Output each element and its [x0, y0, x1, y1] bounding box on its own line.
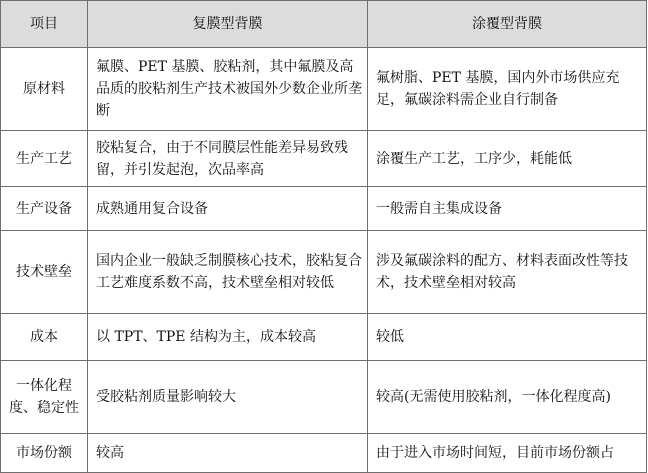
table-row	[1, 48, 647, 131]
laminated-cell: 较高	[88, 434, 368, 473]
coated-cell: 涂覆生产工艺，工序少，耗能低	[368, 131, 647, 187]
coated-cell: 氟树脂、PET 基膜，国内外市场供应充足，氟碳涂料需企业自行制备	[368, 48, 647, 131]
table-header-row	[1, 1, 647, 48]
table-row	[1, 231, 647, 314]
laminated-cell: 国内企业一般缺乏制膜核心技术，胶粘复合工艺难度系数不高，技术壁垒相对较低	[88, 231, 368, 314]
coated-cell: 较低	[368, 314, 647, 361]
row-label: 生产设备	[1, 187, 88, 231]
header-coated-backsheet: 涂覆型背膜	[368, 1, 647, 48]
coated-cell: 涉及氟碳涂料的配方、材料表面改性等技术，技术壁垒相对较高	[368, 231, 647, 314]
laminated-cell: 胶粘复合，由于不同膜层性能差异易致残留，并引发起泡，次品率高	[88, 131, 368, 187]
laminated-cell: 受胶粘剂质量影响较大	[88, 361, 368, 434]
table-row	[1, 131, 647, 187]
row-label: 成本	[1, 314, 88, 361]
row-label: 原材料	[1, 48, 88, 131]
coated-cell: 较高(无需使用胶粘剂，一体化程度高)	[368, 361, 647, 434]
table-row	[1, 314, 647, 361]
row-label: 一体化程度、稳定性	[1, 361, 88, 434]
header-laminated-backsheet: 复膜型背膜	[88, 1, 368, 48]
coated-cell: 一般需自主集成设备	[368, 187, 647, 231]
table-row	[1, 434, 647, 473]
coated-cell: 由于进入市场时间短，目前市场份额占	[368, 434, 647, 473]
row-label: 技术壁垒	[1, 231, 88, 314]
row-label: 市场份额	[1, 434, 88, 473]
row-label: 生产工艺	[1, 131, 88, 187]
laminated-cell: 成熟通用复合设备	[88, 187, 368, 231]
header-item: 项目	[1, 1, 88, 48]
table-row	[1, 187, 647, 231]
laminated-cell: 以 TPT、TPE 结构为主，成本较高	[88, 314, 368, 361]
laminated-cell: 氟膜、PET 基膜、胶粘剂，其中氟膜及高品质的胶粘剂生产技术被国外少数企业所垄断	[88, 48, 368, 131]
table-row	[1, 361, 647, 434]
